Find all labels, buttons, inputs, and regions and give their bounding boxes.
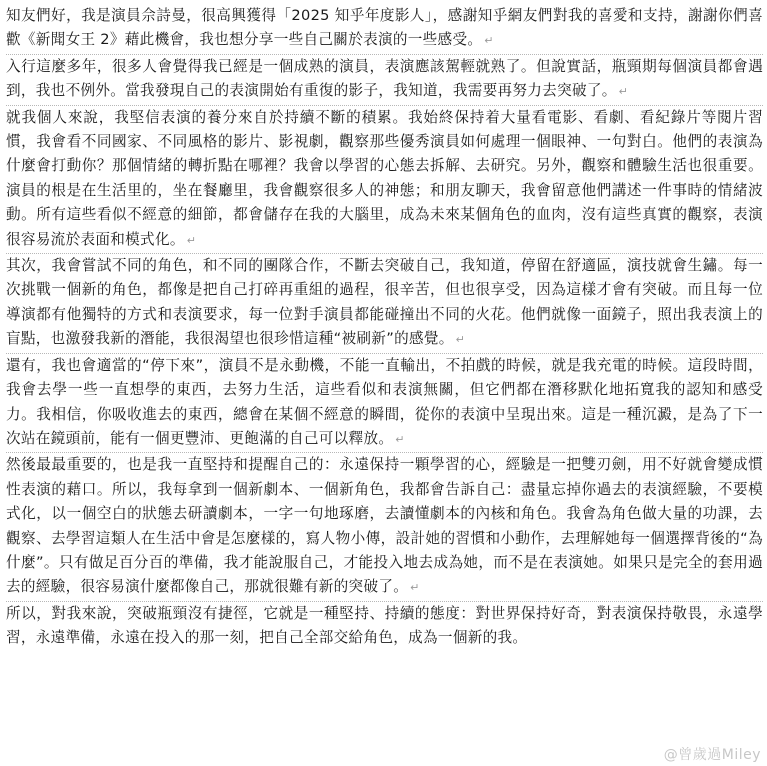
paragraph-mark-icon: ↵ (618, 85, 629, 99)
paragraph-new-roles (6, 253, 763, 353)
paragraph-mark-icon: ↵ (484, 34, 494, 48)
paragraph-learning (6, 452, 763, 600)
paragraph-text: 然後最最重要的，也是我一直堅持和提醒自己的：永遠保持一顆學習的心，經驗是一把雙刃劍，用不好就會變成慣性表演的藉口。所以，我每拿到一個新劇本、一個新角色，我都會告訴自己：盡量忘掉你過去的表演經驗，不要模式化，以一個空白的狀態去研讀劇本，一字一句地琢磨，去讀懂劇本的內核和角色。我會為角色做大量的功課，去觀察、去學習這類人在生活中會是怎麼樣的，寫人物小傳，設計她的習慣和小動作，去理解她每一個選擇背後的“為什麼”。只有做足百分百的準備，我才能說服自己，才能投入地去成為她，而不是在表演她。如果只是完全的套用過去的經驗，很容易演什麼都像自己，那就很難有新的突破了。 (6, 456, 763, 596)
paragraph-text: 知友們好，我是演員佘詩曼，很高興獲得「2025 知乎年度影人」，感謝知乎網友們對我的喜愛和支持，謝謝你們喜歡《新聞女王 2》藉此機會，我也想分享一些自己關於表演的一些感受。 (6, 7, 763, 49)
paragraph-bottleneck (6, 54, 763, 105)
paragraph-text: 其次，我會嘗試不同的角色，和不同的團隊合作，不斷去突破自己，我知道，停留在舒適區，演技就會生鏽。每一次挑戰一個新的角色，都像是把自己打碎再重組的過程，很辛苦，但也很享受，因為這樣才會有突破。而且每一位導演都有他獨特的方式和表演要求，每一位對手演員都能碰撞出不同的火花。他們就像一面鏡子，照出我表演上的盲點，也激發我新的潛能，我很渴望也很珍惜這種“被刷新”的感覺。 (6, 257, 763, 348)
paragraph-rest (6, 353, 763, 453)
paragraph-mark-icon: ↵ (186, 233, 197, 247)
paragraph-accumulation (6, 105, 763, 253)
paragraph-conclusion (6, 601, 763, 651)
paragraph-text: 就我個人來說，我堅信表演的養分來自於持續不斷的積累。我始終保持着大量看電影、看劇、看紀錄片等閱片習慣，我會看不同國家、不同風格的影片、影視劇，觀察那些優秀演員如何處理一個眼神、一句對白。他們的表演為什麼會打動你？那個情緒的轉折點在哪裡？我會以學習的心態去拆解、去研究。另外，觀察和體驗生活也很重要。演員的根是在生活里的，坐在餐廳里，我會觀察很多人的神態；和朋友聊天，我會留意他們講述一件事時的情緒波動。所有這些看似不經意的細節，都會儲存在我的大腦里，成為未來某個角色的血肉，沒有這些真實的觀察，表演很容易流於表面和模式化。 (6, 108, 763, 248)
paragraph-mark-icon: ↵ (410, 581, 420, 595)
paragraph-intro (6, 4, 763, 54)
paragraph-mark-icon: ↵ (455, 333, 466, 347)
paragraph-mark-icon: ↵ (395, 432, 405, 446)
paragraph-text: 還有，我也會適當的“停下來”，演員不是永動機，不能一直輸出，不拍戲的時候，就是我充電的時候。這段時間，我會去學一些一直想學的東西，去努力生活，這些看似和表演無關，但它們都在潛移默化地拓寬我的認知和感受力。我相信，你吸收進去的東西，總會在某個不經意的瞬間，從你的表演中呈現出來。這是一種沉澱，是為了下一次站在鏡頭前，能有一個更豐沛、更飽滿的自己可以釋放。 (6, 356, 763, 447)
document-body (6, 4, 763, 651)
paragraph-text: 入行這麼多年，很多人會覺得我已經是一個成熟的演員，表演應該駕輕就熟了。但說實話，瓶頸期每個演員都會遇到，我也不例外。當我發現自己的表演開始有重復的影子，我知道，我需要再努力去突破了。 (6, 57, 763, 100)
paragraph-text: 所以，對我來說，突破瓶頸沒有捷徑，它就是一種堅持、持續的態度：對世界保持好奇，對表演保持敬畏，永遠學習，永遠準備，永遠在投入的那一刻，把自己全部交給角色，成為一個新的我。 (6, 604, 763, 647)
weibo-watermark: @曾歲過Miley (663, 747, 761, 763)
